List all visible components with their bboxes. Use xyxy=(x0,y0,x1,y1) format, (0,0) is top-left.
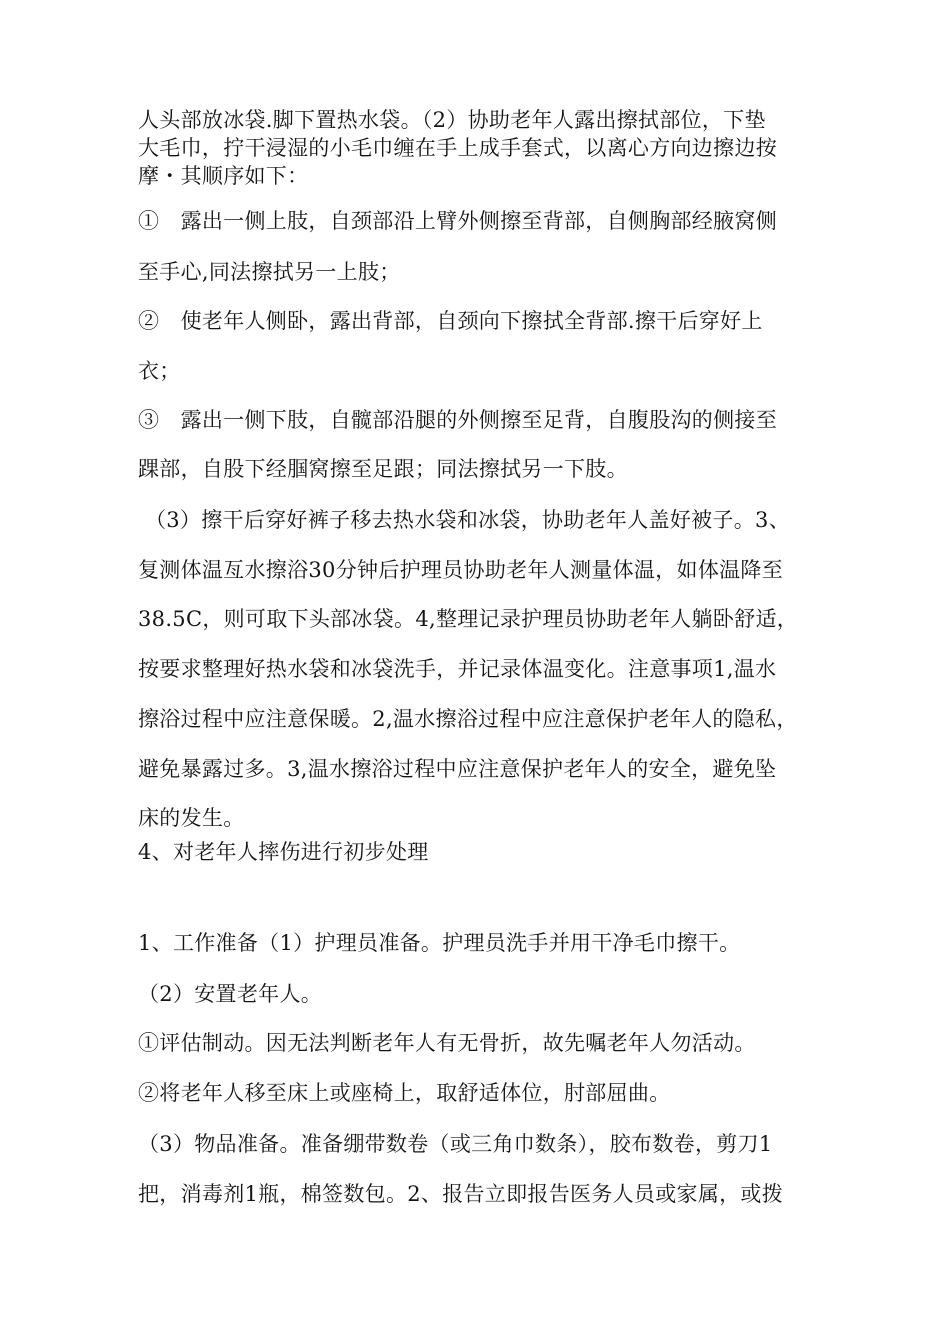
text-line: ③ 露出一侧下肢，自髋部沿腿的外侧擦至足背，自腹股沟的侧接至 xyxy=(138,408,777,432)
text-line: （2）安置老年人。 xyxy=(138,982,323,1006)
text-line: ② 使老年人侧卧，露出背部，自颈向下擦拭全背部.擦干后穿好上 xyxy=(138,309,763,333)
text-line: ①评估制动。因无法判断老年人有无骨折，故先嘱老年人勿活动。 xyxy=(138,1031,756,1055)
section-heading: 4、对老年人摔伤进行初步处理 xyxy=(138,840,429,864)
text-line: 复测体温亙水擦浴30分钟后护理员协助老年人测量体温，如体温降至 xyxy=(138,558,784,582)
text-line: 擦浴过程中应注意保暖。2,温水擦浴过程中应注意保护老年人的隐私， xyxy=(138,707,798,731)
text-line: 摩・其顺序如下： xyxy=(138,164,309,188)
text-line: 大毛巾，拧干浸湿的小毛巾缠在手上成手套式，以离心方向边擦边按 xyxy=(138,136,777,160)
text-line: ① 露出一侧上肢，自颈部沿上臂外侧擦至背部，自侧胸部经腋窝侧 xyxy=(138,209,777,233)
text-line: 踝部，自股下经腘窝擦至足跟；同法擦拭另一下肢。 xyxy=(138,457,628,481)
text-line: 38.5C，则可取下头部冰袋。4,整理记录护理员协助老年人躺卧舒适， xyxy=(138,607,799,631)
text-line: 衣； xyxy=(138,359,181,383)
text-line: （3）物品准备。准备绷带数卷（或三角巾数条），胶布数卷，剪刀1 xyxy=(138,1132,773,1156)
text-line: 避免暴露过多。3,温水擦浴过程中应注意保护老年人的安全，避免坠 xyxy=(138,757,777,781)
text-line: 人头部放冰袋.脚下置热水袋。（2）协助老年人露出擦拭部位，下垫 xyxy=(138,108,766,132)
text-line: ②将老年人移至床上或座椅上，取舒适体位，肘部屈曲。 xyxy=(138,1081,671,1105)
text-line: 至手心,同法擦拭另一上肢； xyxy=(138,260,401,284)
text-line: 按要求整理好热水袋和冰袋洗手，并记录体温变化。注意事项1,温水 xyxy=(138,657,777,681)
text-line: 床的发生。 xyxy=(138,806,245,830)
text-line: （3）擦干后穿好裤子移去热水袋和冰袋，协助老年人盖好被子。3、 xyxy=(138,508,790,532)
text-line: 把，消毒剂1瓶，棉签数包。2、报告立即报告医务人员或家属，或拨 xyxy=(138,1182,784,1206)
text-line: 1、工作准备（1）护理员准备。护理员洗手并用干净毛巾擦干。 xyxy=(138,931,741,955)
